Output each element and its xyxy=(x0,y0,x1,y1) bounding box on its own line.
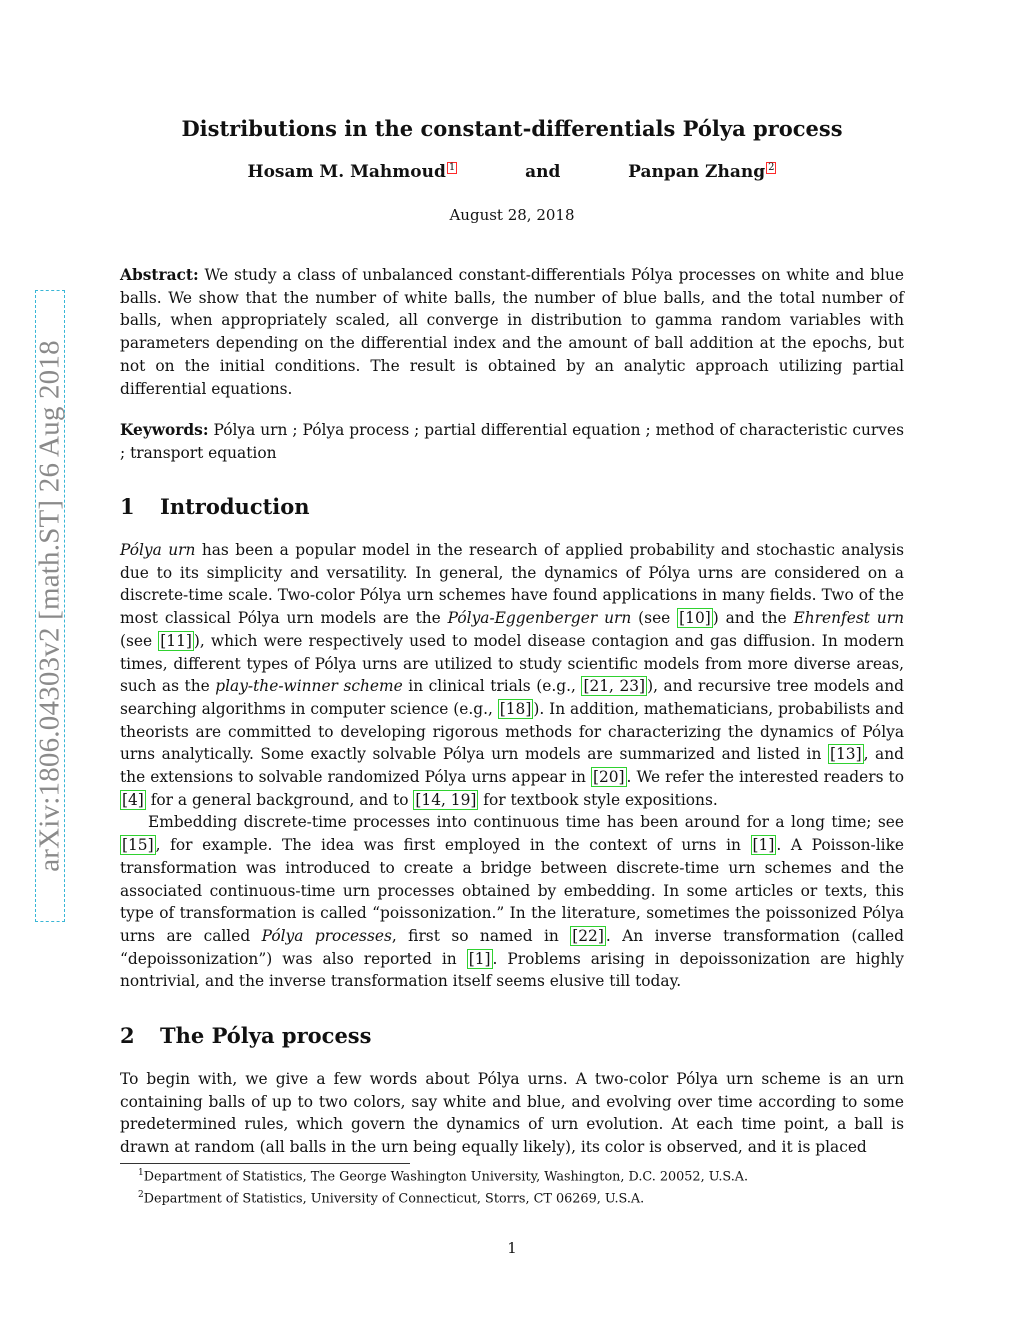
author-2: Panpan Zhang xyxy=(628,162,766,182)
citation-link[interactable]: [1] xyxy=(752,836,775,855)
footnote-text: Department of Statistics, The George Washington University, Washington, D.C. 20052, U.S.A. xyxy=(143,1169,749,1185)
text-run: . We refer the interested readers to xyxy=(626,768,904,787)
citation-link[interactable]: [14, 19] xyxy=(415,790,477,809)
section-title: Introduction xyxy=(160,494,310,519)
footnote-2 xyxy=(120,1186,904,1208)
text-run: ), which were respectively used to model disease contagion and gas diffusion. In modern times, different types of Pólya urns are utilized to study scientific models from more diverse areas, such as the xyxy=(120,631,904,696)
footnote-1 xyxy=(120,1164,904,1186)
text-run: ), and recursive tree models and searching algorithms in computer science (e.g., xyxy=(120,677,904,718)
footnote-text: Department of Statistics, University of Connecticut, Storrs, CT 06269, U.S.A. xyxy=(143,1191,645,1207)
author-line xyxy=(0,162,1024,182)
paragraph: To begin with, we give a few words about Pólya urns. A two-color Pólya urn scheme is an urn containing balls of up to two colors, say white and blue, and evolving over time according to some predetermined rules, which govern the dynamics of urn evolution. At each time point, a ball is drawn at random (all balls in the urn being equally likely), its color is observed, and it is placed xyxy=(120,1070,904,1157)
emphasis: Pólya-Eggenberger urn xyxy=(447,609,632,628)
text-run: , first so named in xyxy=(391,926,571,945)
text-run: ) and the xyxy=(712,609,794,628)
text-run: in clinical trials (e.g., xyxy=(402,677,582,696)
text-run: ). In addition, mathematicians, probabilists and theorists are committed to developing rigorous methods for characterizing the dynamics of Pólya urns analytically. Some exactly solvable Pólya urn models are summarized and listed in xyxy=(120,699,905,764)
footnote-link-1[interactable]: 1 xyxy=(448,162,456,174)
citation-link[interactable]: [11] xyxy=(160,631,192,650)
citation-link[interactable]: [10] xyxy=(679,609,711,628)
text-run: (see xyxy=(631,609,678,628)
section-number: 1 xyxy=(120,494,135,519)
author-conjunction: and xyxy=(525,162,561,182)
text-run: . A Poisson-like transformation was introduced to create a bridge between discrete-time urn schemes and the associated continuous-time urn processes obtained by embedding. In some articles or texts, this type of transformation is called “poissonization.” In the literature, sometimes the poissonized Pólya urns are called xyxy=(120,836,905,945)
abstract-text: We study a class of unbalanced constant-differentials Pólya processes on white and blue balls. We show that the number of white balls, the number of blue balls, and the total number of balls, when appropriately scaled, all converge in distribution to gamma random variables with parameters depending on the differential index and the amount of ball addition at the epochs, but not on the initial conditions. The result is obtained by an analytic approach utilizing partial differential equations. xyxy=(120,266,904,398)
text-run: for a general background, and to xyxy=(145,790,414,809)
text-run: . Problems arising in depoissonization are highly nontrivial, and the inverse transformation itself seems elusive till today. xyxy=(120,949,904,991)
paragraph xyxy=(120,811,904,993)
arxiv-stamp[interactable] xyxy=(35,290,65,922)
keywords-text: Pólya urn ; Pólya process ; partial differential equation ; method of characteristic curves ; transport equation xyxy=(120,421,904,462)
arxiv-stamp-text[interactable]: arXiv:1806.04303v2 [math.ST] 26 Aug 2018 xyxy=(33,340,66,872)
citation-link[interactable]: [20] xyxy=(592,768,625,787)
emphasis: Pólya urn xyxy=(120,541,196,559)
section-heading-polya-process xyxy=(120,1023,371,1048)
keywords-label: Keywords: xyxy=(120,421,209,439)
footnotes xyxy=(120,1164,904,1209)
citation-link[interactable]: [22] xyxy=(572,926,604,945)
footnote-mark: 1 xyxy=(138,1168,144,1178)
text-run: Embedding discrete-time processes into continuous time has been around for a long time; see xyxy=(148,813,904,832)
citation-link[interactable]: [13] xyxy=(829,745,862,764)
paragraph xyxy=(120,539,904,811)
text-run: for textbook style expositions. xyxy=(478,790,718,809)
section-1-body xyxy=(120,539,904,993)
section-heading-introduction xyxy=(120,494,310,519)
citation-link[interactable]: [18] xyxy=(499,699,532,718)
text-run: . An inverse transformation (called “depoissonization”) was also reported in xyxy=(120,926,905,968)
citation-link[interactable]: [4] xyxy=(122,790,144,809)
emphasis: play-the-winner scheme xyxy=(215,677,403,696)
emphasis: Pólya processes xyxy=(261,926,392,945)
footnote-mark: 2 xyxy=(138,1190,144,1201)
text-run: , for example. The idea was first employed in the context of urns in xyxy=(155,836,751,855)
text-run: (see xyxy=(120,631,159,650)
abstract-label: Abstract: xyxy=(120,266,199,284)
footnote-rule xyxy=(120,1163,410,1164)
paper-date: August 28, 2018 xyxy=(449,206,575,224)
keywords xyxy=(120,419,904,464)
section-number: 2 xyxy=(120,1023,135,1048)
text-run: has been a popular model in the research of applied probability and stochastic analysis due to its simplicity and versatility. In general, the dynamics of Pólya urns are considered on a discrete-time scale. Two-color Pólya urn schemes have found applications in many fields. Two of the most classical Pólya urn models are the xyxy=(120,541,904,628)
citation-link[interactable]: [15] xyxy=(122,836,154,855)
page-number: 1 xyxy=(507,1239,517,1257)
section-2-body xyxy=(120,1068,904,1159)
citation-link[interactable]: [21, 23] xyxy=(583,677,646,696)
footnote-link-2[interactable]: 2 xyxy=(768,162,775,174)
citation-link[interactable]: [1] xyxy=(468,949,491,968)
text-run: , and the extensions to solvable randomized Pólya urns appear in xyxy=(120,745,904,787)
abstract xyxy=(120,264,904,400)
paper-title: Distributions in the constant-differentials Pólya process xyxy=(181,116,843,141)
emphasis: Ehrenfest urn xyxy=(793,609,904,628)
author-1: Hosam M. Mahmoud xyxy=(247,162,446,182)
section-title: The Pólya process xyxy=(160,1023,372,1048)
